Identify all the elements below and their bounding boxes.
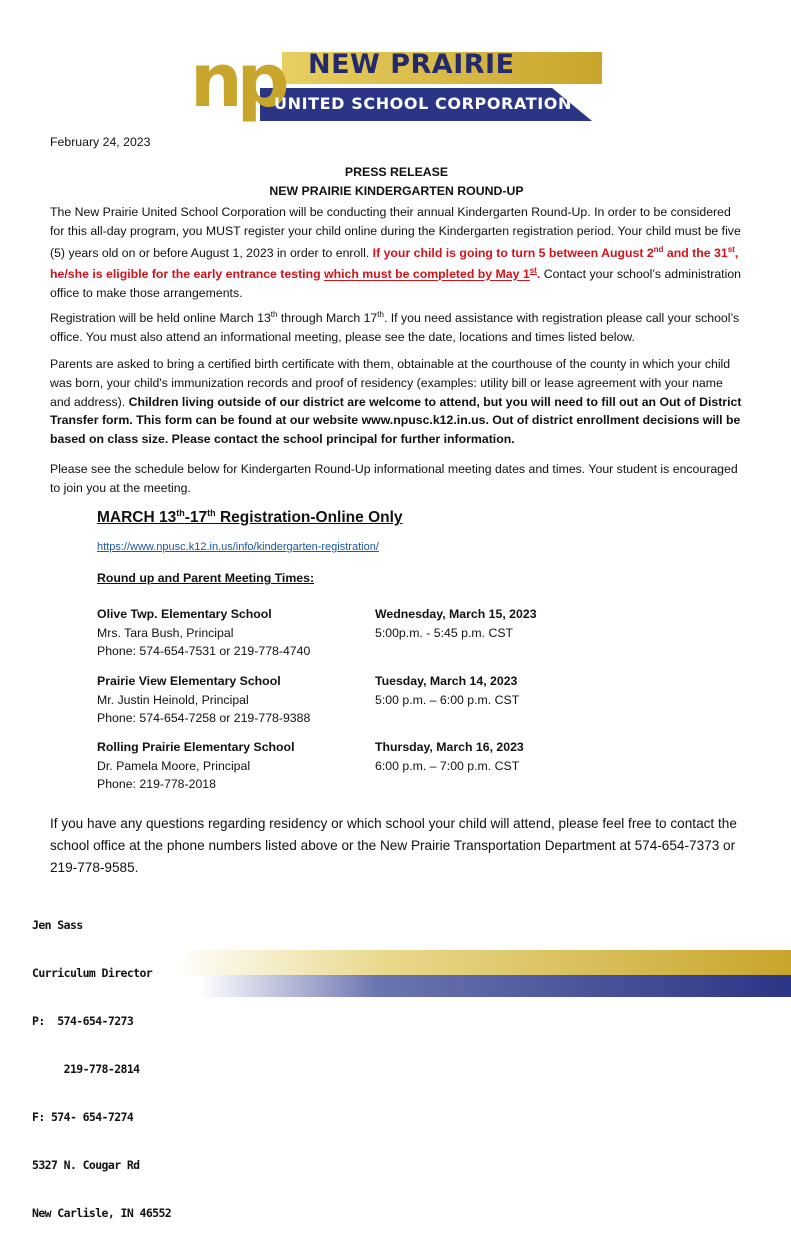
intro-paragraph xyxy=(50,203,743,303)
school-phone: Phone: 574-654-7258 or 219-778-9388 xyxy=(97,711,311,725)
registration-heading-text: Registration-Online Only xyxy=(215,509,403,527)
school-principal: Dr. Pamela Moore, Principal xyxy=(97,758,251,773)
school-name: Prairie View Elementary School xyxy=(97,674,281,688)
signer-fax: F: 574- 654-7274 xyxy=(32,1110,134,1124)
ordinal-sup: st xyxy=(727,244,735,254)
school-principal: Mr. Justin Heinold, Principal xyxy=(97,692,249,707)
meeting-time: 5:00 p.m. – 6:00 p.m. CST xyxy=(375,692,520,707)
signature-block xyxy=(32,885,171,1237)
documents-text: Parents are asked to bring a certified birth certificate with them, obtainable at the courthouse of the county in which your child was born, your child's immunization records and proof of residency (examples: utility bill or lease agreement with your name and address). xyxy=(50,357,731,409)
early-entrance-text: If your child is going to turn 5 between August 2 xyxy=(372,245,654,260)
contact-office-text: Contact your school’s administration office to make those arrangements. xyxy=(50,267,742,301)
schedule-intro-paragraph: Please see the schedule below for Kindergarten Round-Up informational meeting dates and times. Your student is encouraged to join you at the meeting. xyxy=(50,462,738,495)
school-block xyxy=(97,738,295,794)
letter-date: February 24, 2023 xyxy=(50,135,151,149)
ordinal-sup: th xyxy=(270,310,278,319)
meeting-date: Tuesday, March 14, 2023 xyxy=(375,674,518,688)
footer-gold-bar xyxy=(172,950,791,976)
out-of-district-text: Children living outside of our district are welcome to attend, but you will need to fill out an Out of District Transfer form. This form can be found at our website www.npusc.k12.in.us. Out of district enrollment decisions will be based on class size. Please contact the school principal for further information. xyxy=(50,394,742,447)
meeting-time: 6:00 p.m. – 7:00 p.m. CST xyxy=(375,758,520,773)
registration-paragraph xyxy=(50,306,743,347)
testing-deadline-text: which must be completed by May 1 xyxy=(324,267,530,282)
meeting-block xyxy=(375,605,537,642)
ordinal-sup: th xyxy=(176,508,185,518)
logo xyxy=(190,38,642,126)
ordinal-sup: nd xyxy=(653,244,664,254)
school-name: Olive Twp. Elementary School xyxy=(97,607,272,621)
documents-paragraph xyxy=(50,355,743,449)
ordinal-sup: th xyxy=(207,508,216,518)
roundup-heading: NEW PRAIRIE KINDERGARTEN ROUND-UP xyxy=(269,184,524,198)
early-entrance-text: and the 31 xyxy=(663,245,728,260)
signer-phone-alt: 219-778-2814 xyxy=(32,1062,140,1076)
ordinal-sup: th xyxy=(377,310,384,319)
press-release-heading: PRESS RELEASE xyxy=(344,165,449,179)
logo-name: NEW PRAIRIE xyxy=(308,49,515,80)
school-block xyxy=(97,605,310,661)
logo-monogram: np xyxy=(190,38,284,124)
early-entrance-text: . xyxy=(536,267,541,282)
school-name: Rolling Prairie Elementary School xyxy=(97,740,295,754)
registration-text: . If you need assistance with registration please call your school’s office. You must also attend an informational meeting, please see the date, locations and times listed below. xyxy=(50,311,740,344)
signer-city: New Carlisle, IN 46552 xyxy=(32,1206,172,1220)
signer-name: Jen Sass xyxy=(32,918,83,932)
intro-text: The New Prairie United School Corporation will be conducting their annual Kindergarten Round-Up. In order to be considered for this all-day program, you MUST register your child online during the Kindergarten registration period. Your child must be five (5) years old on or before August 1, 2023 in order to enroll. xyxy=(50,205,741,260)
meeting-times-heading: Round up and Parent Meeting Times: xyxy=(97,571,315,585)
school-principal: Mrs. Tara Bush, Principal xyxy=(97,625,234,640)
signer-phone: P: 574-654-7273 xyxy=(32,1014,134,1028)
meeting-block xyxy=(375,672,519,709)
closing-paragraph: If you have any questions regarding residency or which school your child will attend, please feel free to contact the school office at the phone numbers listed above or the New Prairie Transportation Department at 574-654-7373 or 219-778-9585. xyxy=(50,816,737,875)
meeting-time: 5:00p.m. - 5:45 p.m. CST xyxy=(375,625,514,640)
early-entrance-text: , he/she is eligible for the early entrance testing xyxy=(50,245,739,282)
signer-address: 5327 N. Cougar Rd xyxy=(32,1158,140,1172)
footer-navy-bar xyxy=(200,975,791,997)
meeting-date: Thursday, March 16, 2023 xyxy=(375,740,524,754)
meeting-block xyxy=(375,738,524,775)
registration-link[interactable]: https://www.npusc.k12.in.us/info/kindergarten-registration/ xyxy=(97,541,379,553)
registration-text: Registration will be held online March 13 xyxy=(50,311,271,326)
ordinal-sup: st xyxy=(529,266,537,276)
school-block xyxy=(97,672,310,728)
school-phone: Phone: 574-654-7531 or 219-778-4740 xyxy=(97,644,311,658)
school-phone: Phone: 219-778-2018 xyxy=(97,777,216,791)
registration-heading-text: MARCH 13 xyxy=(97,509,177,527)
signer-title: Curriculum Director xyxy=(32,966,153,980)
registration-heading xyxy=(97,508,403,527)
registration-text: through March 17 xyxy=(277,311,378,326)
meeting-date: Wednesday, March 15, 2023 xyxy=(375,607,537,621)
logo-subtitle: UNITED SCHOOL CORPORATION xyxy=(274,94,572,113)
registration-heading-text: -17 xyxy=(184,509,208,527)
